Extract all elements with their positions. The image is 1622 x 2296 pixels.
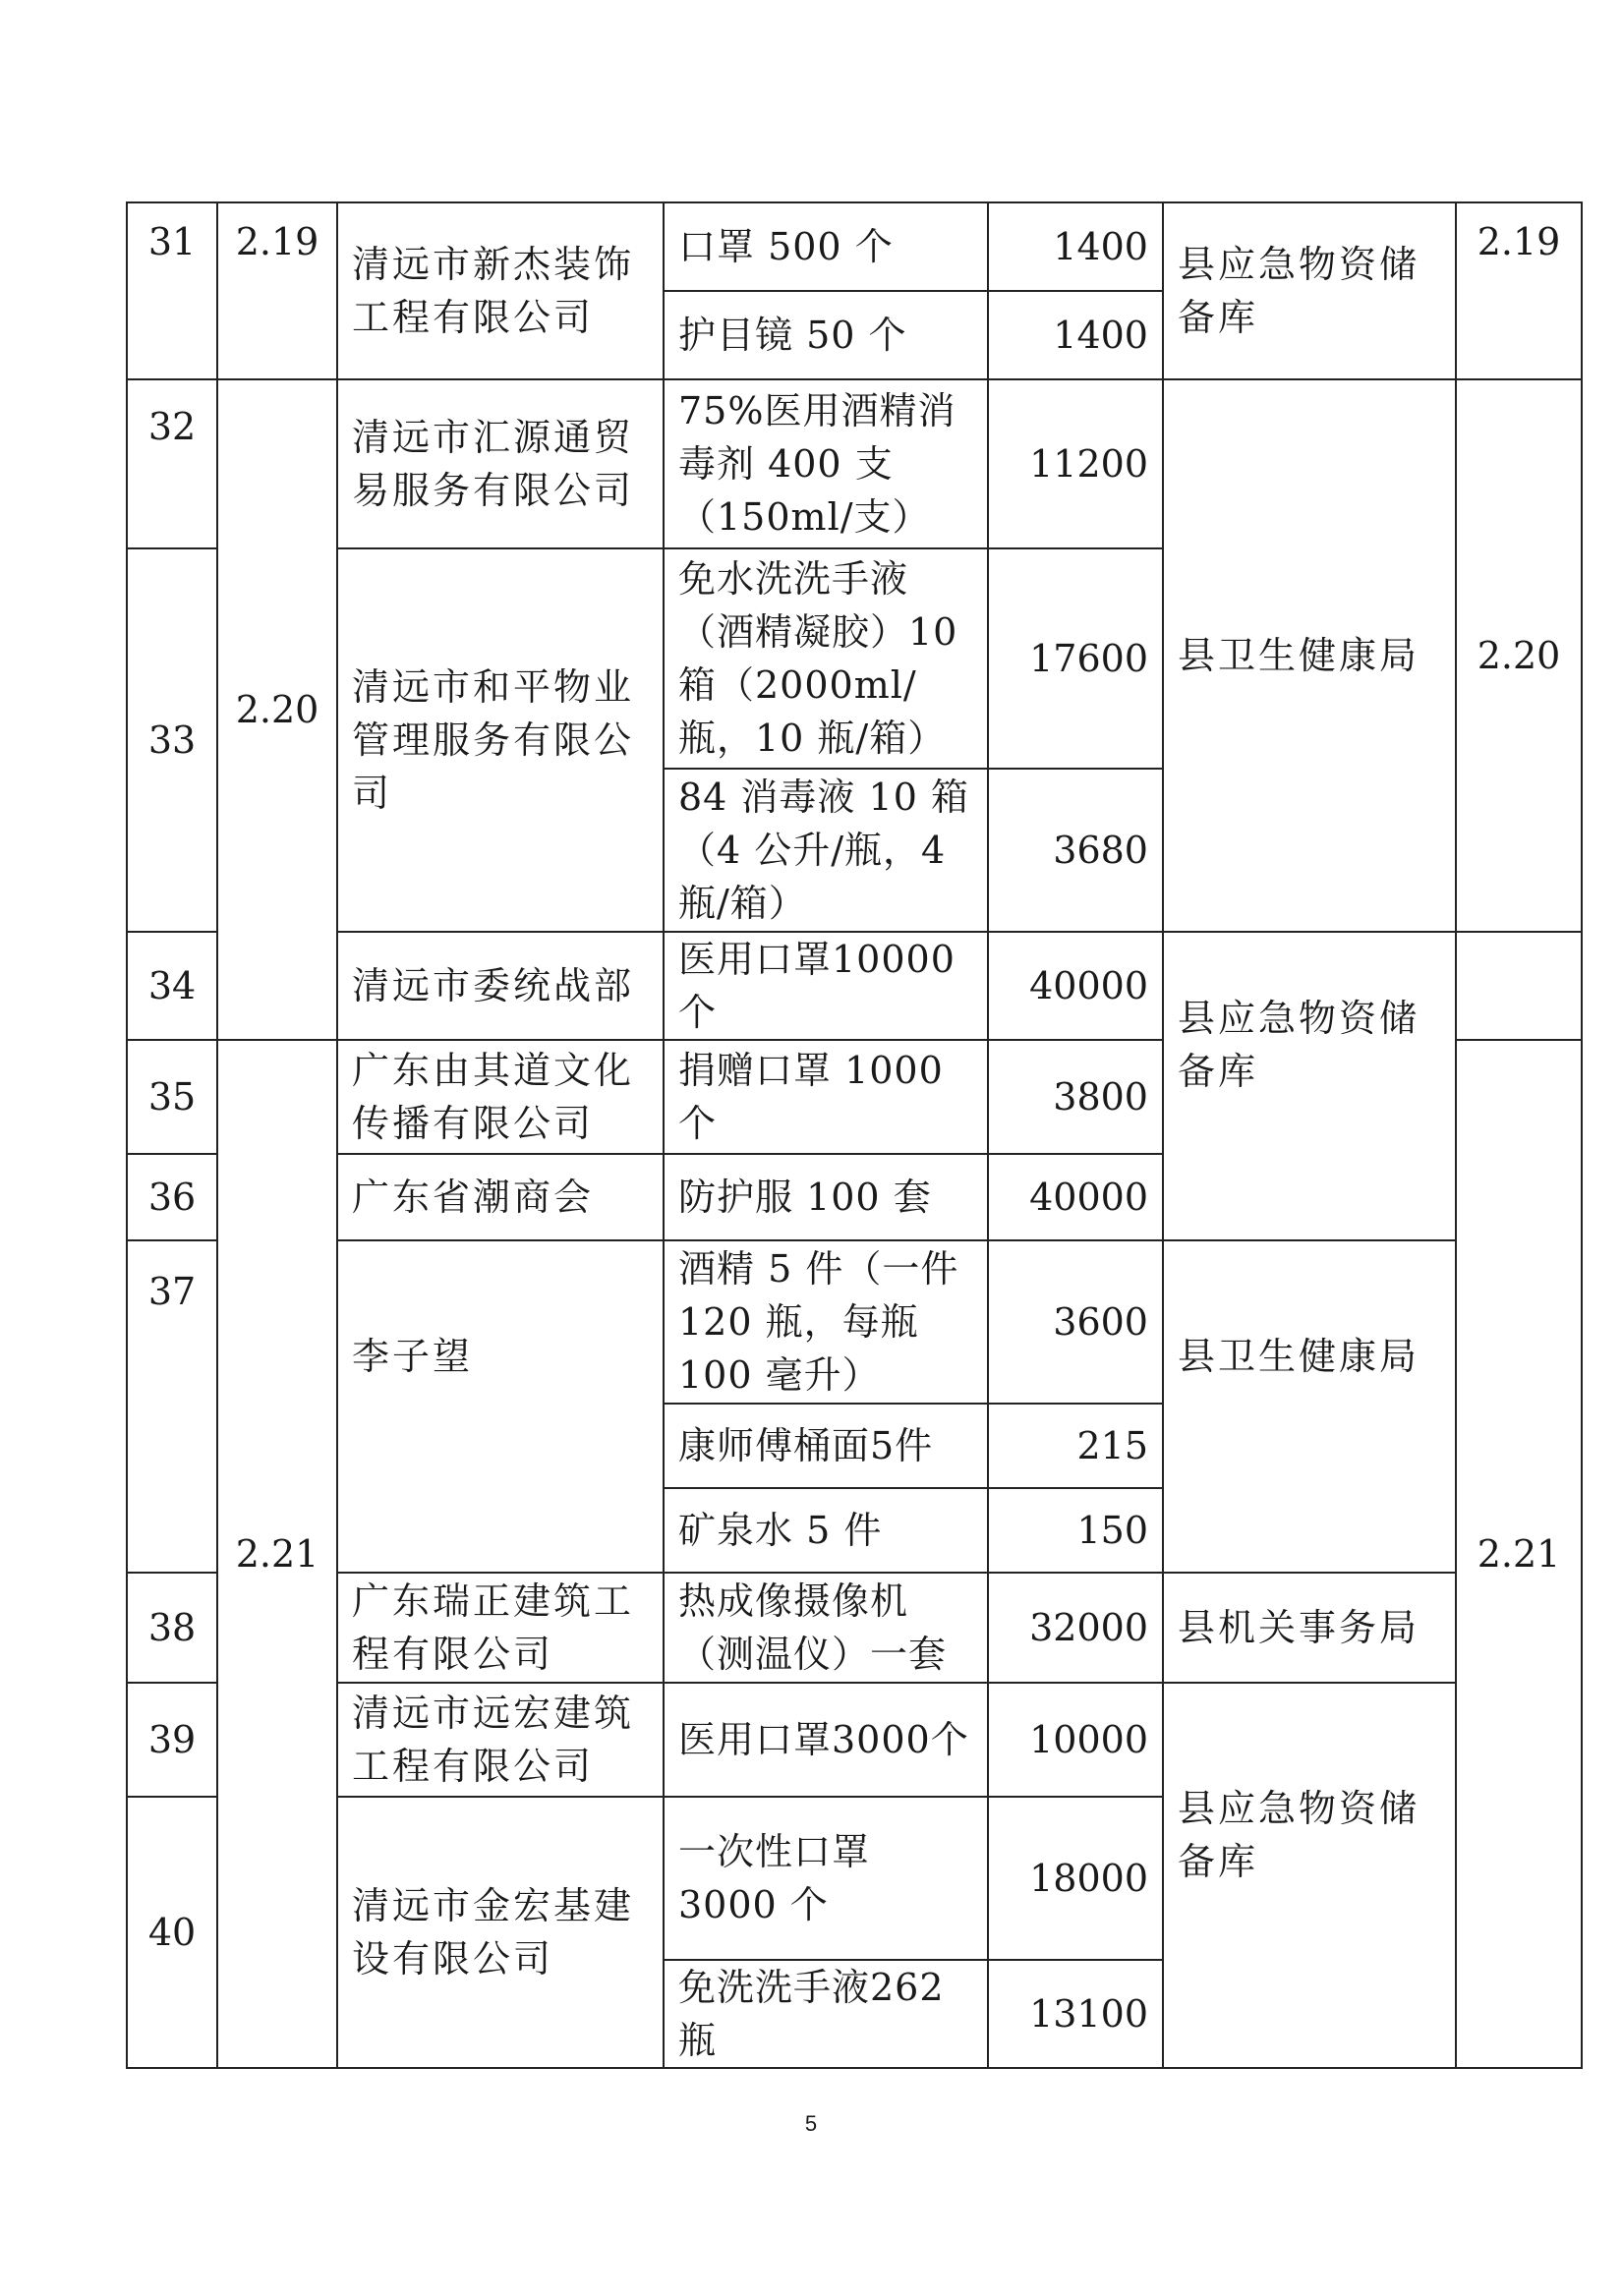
date-cell: 2.19 (217, 202, 337, 379)
table-row (127, 202, 1582, 291)
donor-cell: 广东由其道文化传播有限公司 (337, 1040, 664, 1154)
receiver-cell: 县卫生健康局 (1163, 1240, 1456, 1573)
item-cell: 防护服 100 套 (664, 1154, 988, 1240)
table-row (127, 1240, 1582, 1404)
item-cell: 口罩 500 个 (664, 202, 988, 291)
donor-cell: 广东瑞正建筑工程有限公司 (337, 1573, 664, 1683)
amount-cell: 1400 (988, 291, 1163, 379)
donor-cell: 清远市金宏基建设有限公司 (337, 1797, 664, 2068)
receive-date-cell: 2.20 (1456, 379, 1582, 932)
receive-date-cell: 2.21 (1456, 1040, 1582, 2068)
receiver-cell: 县应急物资储备库 (1163, 202, 1456, 379)
donor-cell: 清远市和平物业管理服务有限公司 (337, 548, 664, 932)
donor-cell: 清远市远宏建筑工程有限公司 (337, 1683, 664, 1797)
donor-cell: 李子望 (337, 1240, 664, 1573)
item-cell: 75%医用酒精消毒剂 400 支（150ml/支） (664, 379, 988, 548)
receiver-cell: 县卫生健康局 (1163, 379, 1456, 932)
item-cell: 酒精 5 件（一件 120 瓶，每瓶 100 毫升） (664, 1240, 988, 1404)
amount-cell: 150 (988, 1488, 1163, 1573)
item-cell: 医用口罩3000个 (664, 1683, 988, 1797)
amount-cell: 3800 (988, 1040, 1163, 1154)
receive-date-cell: 2.19 (1456, 202, 1582, 379)
amount-cell: 11200 (988, 379, 1163, 548)
table-row (127, 379, 1582, 548)
page-number: 5 (804, 2111, 818, 2136)
amount-cell: 215 (988, 1404, 1163, 1488)
donation-table (126, 201, 1583, 2069)
item-cell: 医用口罩10000个 (664, 932, 988, 1040)
seq-cell: 37 (127, 1240, 217, 1573)
seq-cell: 34 (127, 932, 217, 1040)
receiver-cell: 县应急物资储备库 (1163, 1683, 1456, 2068)
receiver-cell: 县机关事务局 (1163, 1573, 1456, 1683)
seq-cell: 31 (127, 202, 217, 379)
amount-cell: 10000 (988, 1683, 1163, 1797)
seq-cell: 35 (127, 1040, 217, 1154)
table-row (127, 1683, 1582, 1797)
item-cell: 免洗洗手液262瓶 (664, 1960, 988, 2068)
donor-cell: 清远市委统战部 (337, 932, 664, 1040)
seq-cell: 40 (127, 1797, 217, 2068)
amount-cell: 32000 (988, 1573, 1163, 1683)
table-row (127, 932, 1582, 1040)
item-cell: 热成像摄像机（测温仪）一套 (664, 1573, 988, 1683)
item-cell: 康师傅桶面5件 (664, 1404, 988, 1488)
seq-cell: 36 (127, 1154, 217, 1240)
seq-cell: 39 (127, 1683, 217, 1797)
item-cell: 免水洗洗手液（酒精凝胶）10 箱（2000ml/瓶，10 瓶/箱） (664, 548, 988, 769)
donor-cell: 清远市新杰装饰工程有限公司 (337, 202, 664, 379)
item-cell: 矿泉水 5 件 (664, 1488, 988, 1573)
amount-cell: 3600 (988, 1240, 1163, 1404)
seq-cell: 38 (127, 1573, 217, 1683)
item-cell: 捐赠口罩 1000 个 (664, 1040, 988, 1154)
date-cell: 2.20 (217, 379, 337, 1040)
amount-cell: 40000 (988, 932, 1163, 1040)
seq-cell: 33 (127, 548, 217, 932)
receiver-cell: 县应急物资储备库 (1163, 932, 1456, 1240)
amount-cell: 1400 (988, 202, 1163, 291)
table-row (127, 1573, 1582, 1683)
donor-cell: 清远市汇源通贸易服务有限公司 (337, 379, 664, 548)
amount-cell: 3680 (988, 769, 1163, 932)
item-cell: 一次性口罩 3000 个 (664, 1797, 988, 1960)
amount-cell: 18000 (988, 1797, 1163, 1960)
date-cell: 2.21 (217, 1040, 337, 2068)
amount-cell: 13100 (988, 1960, 1163, 2068)
amount-cell: 17600 (988, 548, 1163, 769)
item-cell: 84 消毒液 10 箱（4 公升/瓶，4 瓶/箱） (664, 769, 988, 932)
item-cell: 护目镜 50 个 (664, 291, 988, 379)
seq-cell: 32 (127, 379, 217, 548)
donor-cell: 广东省潮商会 (337, 1154, 664, 1240)
amount-cell: 40000 (988, 1154, 1163, 1240)
receive-date-cell (1456, 932, 1582, 1040)
